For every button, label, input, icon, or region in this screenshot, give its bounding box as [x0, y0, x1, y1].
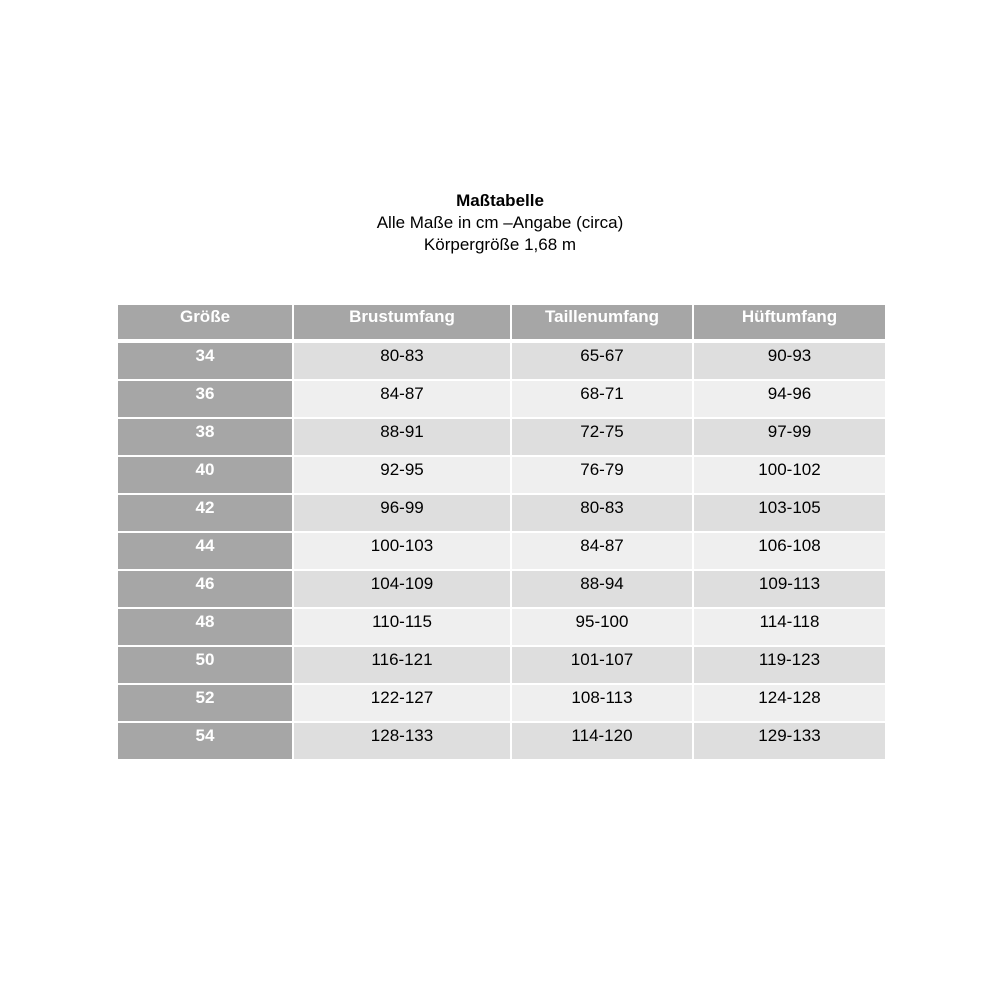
cell-size: 46	[118, 570, 293, 608]
cell-bust: 92-95	[293, 456, 511, 494]
cell-hip: 94-96	[693, 380, 885, 418]
cell-waist: 101-107	[511, 646, 693, 684]
cell-hip: 103-105	[693, 494, 885, 532]
cell-waist: 84-87	[511, 532, 693, 570]
cell-size: 52	[118, 684, 293, 722]
cell-bust: 122-127	[293, 684, 511, 722]
size-table	[118, 305, 885, 759]
size-chart	[118, 305, 885, 759]
table-row	[118, 532, 885, 570]
cell-waist: 80-83	[511, 494, 693, 532]
cell-hip: 106-108	[693, 532, 885, 570]
cell-bust: 80-83	[293, 341, 511, 380]
cell-size: 48	[118, 608, 293, 646]
table-row	[118, 684, 885, 722]
cell-waist: 95-100	[511, 608, 693, 646]
column-header-size: Größe	[118, 305, 293, 341]
table-row	[118, 380, 885, 418]
cell-size: 50	[118, 646, 293, 684]
cell-hip: 124-128	[693, 684, 885, 722]
cell-waist: 72-75	[511, 418, 693, 456]
units-note: Alle Maße in cm –Angabe (circa)	[376, 213, 624, 232]
table-header-row	[118, 305, 885, 341]
cell-size: 34	[118, 341, 293, 380]
cell-hip: 109-113	[693, 570, 885, 608]
column-header-waist: Taillenumfang	[511, 305, 693, 341]
cell-hip: 129-133	[693, 722, 885, 759]
cell-hip: 119-123	[693, 646, 885, 684]
cell-waist: 114-120	[511, 722, 693, 759]
table-row	[118, 722, 885, 759]
cell-waist: 108-113	[511, 684, 693, 722]
table-row	[118, 494, 885, 532]
cell-hip: 97-99	[693, 418, 885, 456]
table-heading	[0, 190, 1000, 256]
table-row	[118, 570, 885, 608]
cell-bust: 96-99	[293, 494, 511, 532]
cell-bust: 84-87	[293, 380, 511, 418]
table-row	[118, 341, 885, 380]
cell-size: 38	[118, 418, 293, 456]
cell-size: 54	[118, 722, 293, 759]
cell-bust: 128-133	[293, 722, 511, 759]
table-row	[118, 418, 885, 456]
cell-bust: 110-115	[293, 608, 511, 646]
cell-size: 36	[118, 380, 293, 418]
cell-hip: 90-93	[693, 341, 885, 380]
cell-size: 40	[118, 456, 293, 494]
cell-waist: 68-71	[511, 380, 693, 418]
table-body	[118, 341, 885, 759]
table-title: Maßtabelle	[456, 191, 544, 210]
cell-size: 44	[118, 532, 293, 570]
cell-hip: 100-102	[693, 456, 885, 494]
table-row	[118, 456, 885, 494]
cell-hip: 114-118	[693, 608, 885, 646]
cell-bust: 116-121	[293, 646, 511, 684]
cell-waist: 76-79	[511, 456, 693, 494]
cell-waist: 65-67	[511, 341, 693, 380]
column-header-hip: Hüftumfang	[693, 305, 885, 341]
cell-size: 42	[118, 494, 293, 532]
cell-bust: 100-103	[293, 532, 511, 570]
table-row	[118, 608, 885, 646]
body-height-note: Körpergröße 1,68 m	[423, 235, 577, 254]
cell-bust: 88-91	[293, 418, 511, 456]
cell-bust: 104-109	[293, 570, 511, 608]
cell-waist: 88-94	[511, 570, 693, 608]
column-header-bust: Brustumfang	[293, 305, 511, 341]
table-row	[118, 646, 885, 684]
